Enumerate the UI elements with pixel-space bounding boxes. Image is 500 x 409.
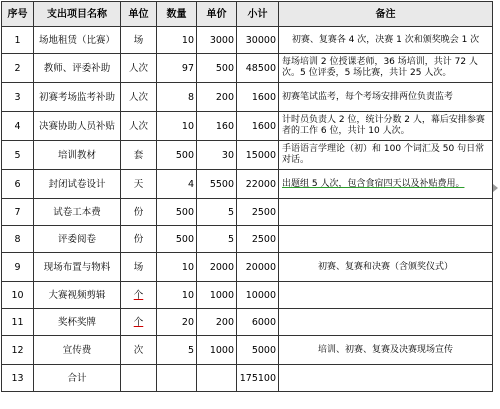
header-item: 支出项目名称 [34, 2, 121, 27]
row-subtotal: 15000 [237, 141, 279, 170]
row-unit: 人次 [121, 112, 157, 141]
header-remark: 备注 [279, 2, 493, 27]
row-index: 2 [2, 54, 34, 83]
row-price [197, 365, 237, 392]
row-subtotal: 48500 [237, 54, 279, 83]
row-unit-text: 个 [133, 289, 144, 301]
row-price: 500 [197, 54, 237, 83]
row-quantity: 97 [157, 54, 197, 83]
row-marker-icon [493, 184, 498, 192]
row-unit: 人次 [121, 83, 157, 112]
row-item: 试卷工本费 [34, 199, 121, 226]
row-index: 1 [2, 27, 34, 54]
row-unit: 套 [121, 141, 157, 170]
row-unit: 次 [121, 336, 157, 365]
row-subtotal: 10000 [237, 282, 279, 309]
row-quantity: 500 [157, 141, 197, 170]
row-subtotal: 1600 [237, 83, 279, 112]
row-quantity: 8 [157, 83, 197, 112]
row-quantity: 500 [157, 199, 197, 226]
row-remark: 计时员负责人 2 位，统计分数 2 人，幕后安排参赛者的工作 6 位，共计 10 人次。 [279, 112, 493, 141]
table-row [2, 309, 493, 336]
row-quantity [157, 365, 197, 392]
header-index: 序号 [2, 2, 34, 27]
row-remark: 培训、初赛、复赛及决赛现场宣传 [279, 336, 493, 365]
row-index: 3 [2, 83, 34, 112]
row-item: 初赛考场监考补助 [34, 83, 121, 112]
row-remark [279, 282, 493, 309]
row-index: 12 [2, 336, 34, 365]
row-price: 1000 [197, 282, 237, 309]
row-price: 200 [197, 309, 237, 336]
row-unit: 场 [121, 27, 157, 54]
row-item: 场地租赁（比赛） [34, 27, 121, 54]
row-price: 5 [197, 226, 237, 253]
row-price: 30 [197, 141, 237, 170]
row-index: 5 [2, 141, 34, 170]
row-item: 封闭试卷设计 [34, 170, 121, 199]
row-remark [279, 309, 493, 336]
row-subtotal: 20000 [237, 253, 279, 282]
row-quantity: 10 [157, 253, 197, 282]
row-remark: 初赛、复赛和决赛（含颁奖仪式） [279, 253, 493, 282]
table-row [2, 336, 493, 365]
table-row [2, 253, 493, 282]
row-quantity: 4 [157, 170, 197, 199]
row-quantity: 10 [157, 112, 197, 141]
header-row [2, 2, 493, 27]
row-price: 3000 [197, 27, 237, 54]
table-row [2, 27, 493, 54]
row-index: 9 [2, 253, 34, 282]
row-remark: 手语语言学理论（初）和 100 个词汇及 50 句日常对话。 [279, 141, 493, 170]
row-unit [121, 309, 157, 336]
row-remark: 每场培训 2 位授课老师，36 场培训，共计 72 人次。5 位评委，5 场比赛，共计 25 人次。 [279, 54, 493, 83]
row-quantity: 500 [157, 226, 197, 253]
row-subtotal: 6000 [237, 309, 279, 336]
row-quantity: 10 [157, 27, 197, 54]
table-row [2, 141, 493, 170]
row-price: 1000 [197, 336, 237, 365]
table-row [2, 199, 493, 226]
row-quantity: 20 [157, 309, 197, 336]
budget-table [1, 1, 493, 392]
table-row [2, 170, 493, 199]
table-row [2, 112, 493, 141]
row-index: 11 [2, 309, 34, 336]
row-item: 培训教材 [34, 141, 121, 170]
row-item: 决赛协助人员补贴 [34, 112, 121, 141]
row-remark [279, 365, 493, 392]
row-price: 5 [197, 199, 237, 226]
row-item: 评委阅卷 [34, 226, 121, 253]
row-index: 4 [2, 112, 34, 141]
row-subtotal: 22000 [237, 170, 279, 199]
table-row [2, 282, 493, 309]
row-remark [279, 226, 493, 253]
row-index: 13 [2, 365, 34, 392]
row-remark: 初赛笔试监考，每个考场安排两位负责监考 [279, 83, 493, 112]
row-item: 宣传费 [34, 336, 121, 365]
row-item: 奖杯奖牌 [34, 309, 121, 336]
row-unit-text: 个 [133, 316, 144, 328]
row-price: 2000 [197, 253, 237, 282]
total-row [2, 365, 493, 392]
row-price: 160 [197, 112, 237, 141]
row-subtotal: 1600 [237, 112, 279, 141]
row-price: 5500 [197, 170, 237, 199]
row-item: 现场布置与物料 [34, 253, 121, 282]
header-subtotal: 小计 [237, 2, 279, 27]
table-row [2, 226, 493, 253]
row-subtotal: 2500 [237, 199, 279, 226]
row-remark-text: 出题组 5 人次，包含食宿四天以及补贴费用。 [282, 178, 465, 189]
row-unit: 份 [121, 199, 157, 226]
total-label: 合计 [34, 365, 121, 392]
row-remark [279, 199, 493, 226]
row-price: 200 [197, 83, 237, 112]
row-index: 8 [2, 226, 34, 253]
row-quantity: 5 [157, 336, 197, 365]
row-remark [279, 170, 493, 199]
row-index: 7 [2, 199, 34, 226]
row-unit: 场 [121, 253, 157, 282]
row-subtotal: 2500 [237, 226, 279, 253]
header-unit: 单位 [121, 2, 157, 27]
row-unit [121, 282, 157, 309]
row-subtotal: 5000 [237, 336, 279, 365]
row-unit [121, 365, 157, 392]
row-unit: 份 [121, 226, 157, 253]
row-remark: 初赛、复赛各 4 次，决赛 1 次和颁奖晚会 1 次 [279, 27, 493, 54]
row-unit: 人次 [121, 54, 157, 83]
header-price: 单价 [197, 2, 237, 27]
row-index: 6 [2, 170, 34, 199]
row-quantity: 10 [157, 282, 197, 309]
table-row [2, 54, 493, 83]
row-item: 教师、评委补助 [34, 54, 121, 83]
row-unit: 天 [121, 170, 157, 199]
row-index: 10 [2, 282, 34, 309]
total-value: 175100 [237, 365, 279, 392]
table-row [2, 83, 493, 112]
row-subtotal: 30000 [237, 27, 279, 54]
header-quantity: 数量 [157, 2, 197, 27]
row-item: 大赛视频剪辑 [34, 282, 121, 309]
